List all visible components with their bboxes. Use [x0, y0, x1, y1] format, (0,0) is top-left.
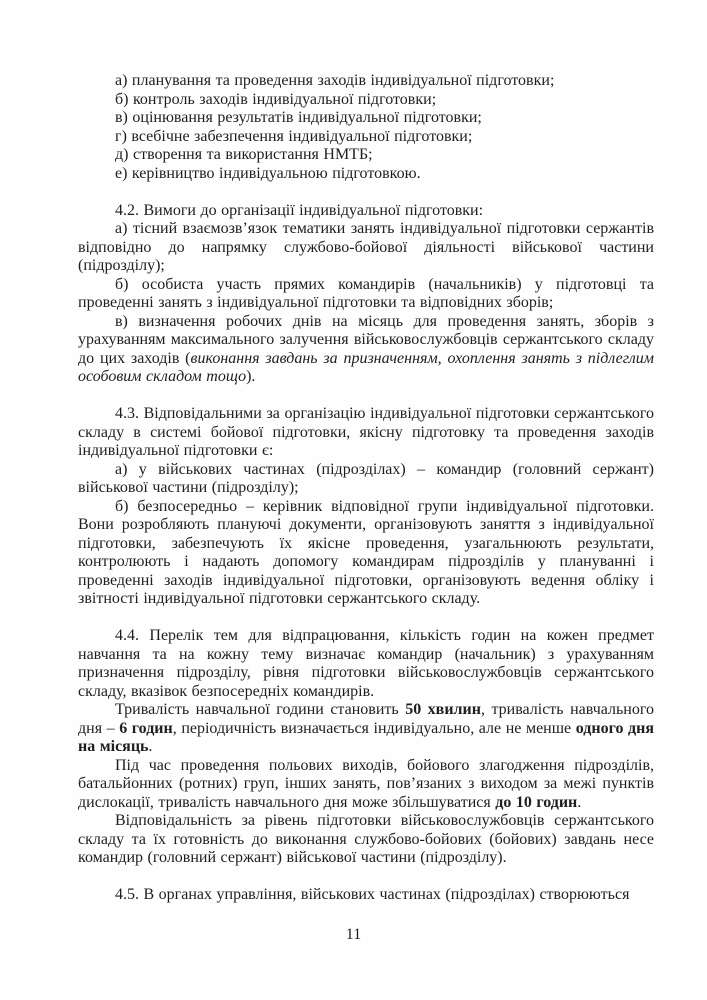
para-4-2-v	[78, 313, 654, 387]
text-run: б) особиста участь прямих командирів (начальників) у підготовці та проведенні занять з індивідуальної підготовки та відповідних зборів;	[78, 275, 654, 311]
text-run: б) контроль заходів індивідуальної підготовки;	[115, 90, 437, 108]
text-run: Під час проведення польових виходів, бойового злагодження підрозділів, батальйонних (ротних) груп, інших занять, пов’язаних з виходом за межі пунктів дислокації, тривалість навчального дня може збільшуватися	[78, 756, 654, 811]
para-4-2-a	[78, 220, 654, 276]
para-4-2-b	[78, 276, 654, 313]
page-number: 11	[345, 926, 362, 943]
text-run: а) тісний взаємозв’язок тематики занять індивідуальної підготовки сержантів відповідно до напрямку службово-бойової діяльності військової частини (підрозділу);	[78, 220, 654, 274]
text-run: 4.4. Перелік тем для відпрацювання, кількість годин на кожен предмет навчання та на кожну тему визначає командир (начальник) з урахуванням призначення підрозділу, рівня підготовки військовослужбовців сержантського складу, вказівок безпосередніх командирів.	[78, 627, 654, 700]
text-run: одного дня на місяць	[78, 719, 654, 755]
text-run: Тривалість навчальної години становить	[115, 701, 406, 718]
text-run: 4.5. В органах управління, військових частинах (підрозділах) створюються	[115, 886, 630, 903]
text-run: г) всебічне забезпечення індивідуальної підготовки;	[115, 127, 473, 145]
text-run: виконання завдань за призначенням, охоплення занять з підлеглим особовим складом тощо	[78, 349, 654, 385]
list-item-b	[78, 91, 654, 110]
text-run: б) безпосередньо – керівник відповідної групи індивідуальної підготовки. Вони розробляють плануючі документи, організовують заняття з індивідуальної підготовки, забезпечують їх якісне проведення, узагальнюють результати, контролюють і надають допомогу командирам підрозділів у плануванні і проведенні заходів індивідуальної підготовки, організовують ведення обліку і звітності індивідуальної підготовки сержантського складу.	[78, 497, 654, 607]
list-item-d	[78, 146, 654, 165]
text-run: 50 хвилин	[405, 701, 481, 718]
text-run: в) оцінювання результатів індивідуальної підготовки;	[115, 109, 482, 126]
text-run: .	[577, 793, 582, 811]
text-run: д) створення та використання НМТБ;	[115, 146, 373, 163]
text-run: 6 годин	[119, 719, 173, 737]
text-run: Відповідальність за рівень підготовки військовослужбовців сержантського складу та їх готовність до виконання службово-бойових (бойових) завдань несе командир (головний сержант) військової частини (підрозділу).	[78, 812, 654, 866]
list-item-e	[78, 165, 654, 184]
para-4-3-b	[78, 498, 654, 609]
text-run: ).	[246, 368, 256, 385]
text-run: , тривалість навчального дня –	[78, 701, 654, 737]
text-run: а) планування та проведення заходів індивідуальної підготовки;	[115, 72, 555, 89]
text-run: 4.2. Вимоги до організації індивідуальної підготовки:	[115, 201, 484, 219]
para-4-3-a	[78, 461, 654, 498]
para-4-3-intro	[78, 405, 654, 461]
text-run: .	[148, 738, 153, 755]
text-run: 4.3. Відповідальними за організацію індивідуальної підготовки сержантського складу в системі бойової підготовки, якісну підготовку та проведення заходів індивідуальної підготовки є:	[78, 405, 654, 459]
para-4-4-p2	[78, 701, 654, 757]
list-item-v	[78, 109, 654, 128]
para-4-5	[78, 886, 654, 905]
para-4-4-p3	[78, 757, 654, 813]
text-run: , періодичність визначається індивідуально, але не менше	[172, 719, 576, 737]
para-4-4-p1	[78, 627, 654, 701]
text-run: до 10 годин	[495, 793, 578, 811]
text-run: е) керівництво індивідуальною підготовкою.	[115, 164, 421, 182]
list-item-a	[78, 72, 654, 91]
para-4-4-p4	[78, 812, 654, 868]
list-item-h	[78, 128, 654, 147]
text-run: а) у військових частинах (підрозділах) – командир (головний сержант) військової частини (підрозділу);	[78, 460, 654, 496]
page-body	[78, 72, 654, 905]
para-4-2-intro	[78, 202, 654, 221]
text-run: в) визначення робочих днів на місяць для проведення занять, зборів з урахуванням максимального залучення військовослужбовців сержантського складу до цих заходів (	[78, 312, 654, 367]
